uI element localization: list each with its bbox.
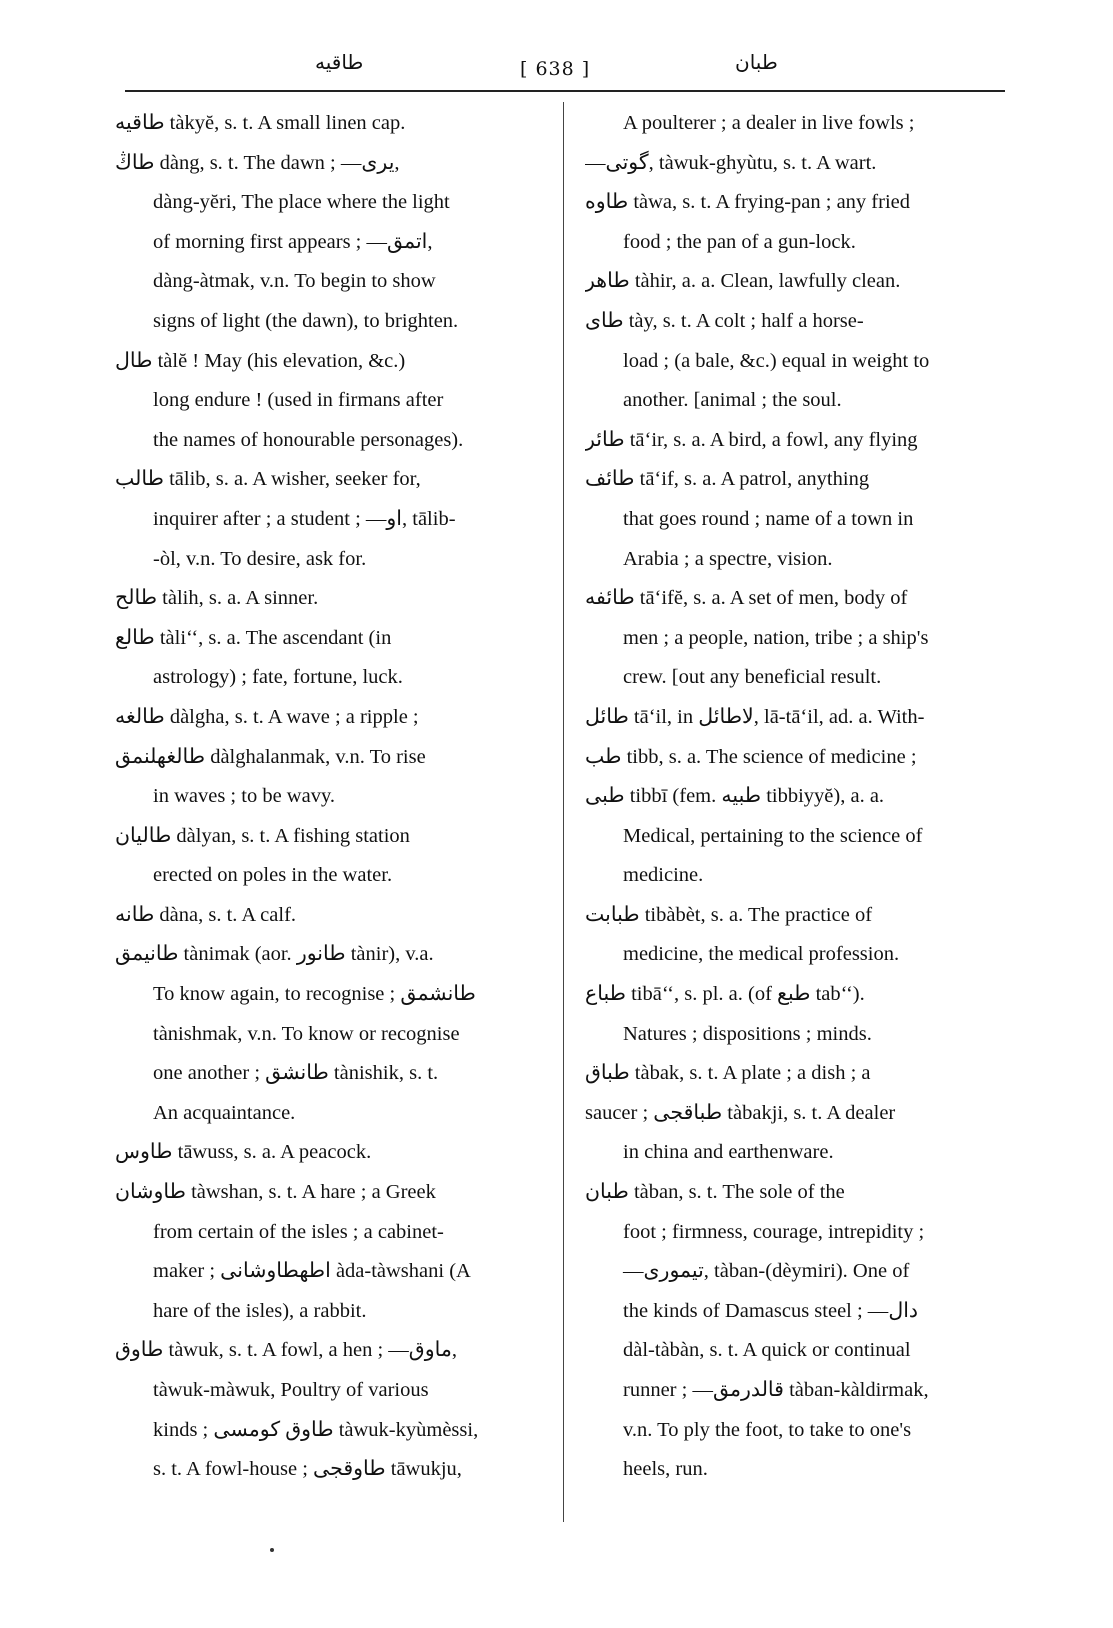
right-entry-line: Arabia ; a spectre, vision. [623, 547, 833, 570]
right-entry-line: v.n. To ply the foot, to take to one's [623, 1418, 912, 1441]
left-entry-line: hare of the isles), a rabbit. [153, 1299, 367, 1322]
print-speck [270, 1548, 274, 1552]
right-entry-line: Medical, pertaining to the science of [623, 824, 923, 847]
page-number: [ 638 ] [520, 58, 591, 80]
right-entry-line: dàl-tàbàn, s. t. A quick or continual [623, 1339, 911, 1362]
right-entry-line: طبان tàban, s. t. The sole of the [585, 1181, 845, 1204]
right-column [585, 104, 1005, 1490]
left-entry-line: erected on poles in the water. [153, 864, 393, 887]
left-entry-line: طالح tàlih, s. a. A sinner. [115, 587, 319, 610]
right-entry-line: —تیموری, tàban-(dèymiri). One of [623, 1260, 910, 1283]
right-entry-line: —گوتی, tàwuk-ghyùtu, s. t. A wart. [585, 151, 877, 174]
left-entry-line: inquirer after ; a student ; —او, tālib- [153, 507, 456, 530]
right-entry-line: طائل tā‘il, in لاطائل, lā-tā‘il, ad. a. With- [585, 705, 925, 728]
left-entry-line: An acquaintance. [153, 1101, 296, 1124]
left-entry-line: signs of light (the dawn), to brighten. [153, 309, 459, 332]
left-entry-line: طاوق tàwuk, s. t. A fowl, a hen ; —ماوق, [115, 1339, 457, 1362]
left-entry-line: -òl, v.n. To desire, ask for. [153, 547, 367, 570]
right-entry-line: طائفه tā‘ifĕ, s. a. A set of men, body of [585, 587, 908, 610]
left-entry-line: طاوشان tàwshan, s. t. A hare ; a Greek [115, 1181, 436, 1204]
right-entry-line: the kinds of Damascus steel ; —دال [623, 1299, 919, 1322]
right-entry-line: طائر tā‘ir, s. a. A bird, a fowl, any flying [585, 428, 918, 451]
column-divider [563, 102, 564, 1522]
right-entry-line: طای tày, s. t. A colt ; half a horse- [585, 309, 864, 332]
left-entry-line: dàng-yĕri, The place where the light [153, 191, 450, 214]
header-rule [125, 90, 1005, 92]
right-entry-line: saucer ; طباقجی tàbakji, s. t. A dealer [585, 1101, 896, 1124]
left-entry-line: طالغهلنمق dàlghalanmak, v.n. To rise [115, 745, 426, 768]
right-entry-line: Natures ; dispositions ; minds. [623, 1022, 872, 1045]
left-entry-line: طانيمق tànimak (aor. طانور tànir), v.a. [115, 943, 434, 966]
left-entry-line: طال tàlĕ ! May (his elevation, &c.) [115, 349, 406, 372]
left-entry-line: dàng-àtmak, v.n. To begin to show [153, 270, 436, 293]
header-right-word: طبان [735, 50, 778, 74]
right-entry-line: runner ; —قالدرمق tàban-kàldirmak, [623, 1379, 929, 1401]
left-entry-line: kinds ; طاوق كومسی tàwuk-kyùmèssi, [153, 1418, 479, 1441]
right-entry-line: طائف tā‘if, s. a. A patrol, anything [585, 468, 870, 491]
left-entry-line: long endure ! (used in firmans after [153, 389, 444, 412]
right-entry-line: heels, run. [623, 1458, 708, 1481]
right-entry-line: crew. [out any beneficial result. [623, 666, 882, 689]
left-entry-line: طاقیه tàkyĕ, s. t. A small linen cap. [115, 112, 406, 134]
right-entry-line: طب tibb, s. a. The science of medicine ; [585, 745, 917, 768]
left-entry-line: طاليان dàlyan, s. t. A fishing station [115, 824, 410, 847]
right-entry-line: another. [animal ; the soul. [623, 389, 842, 412]
header-left-word: طاقیه [315, 50, 364, 74]
left-entry-line: tànishmak, v.n. To know or recognise [153, 1022, 460, 1045]
right-entry-line: طاوه tàwa, s. t. A frying-pan ; any fried [585, 191, 911, 214]
left-entry-line: of morning first appears ; —اتمق, [153, 230, 433, 253]
right-entry-line: men ; a people, nation, tribe ; a ship's [623, 626, 929, 649]
left-entry-line: To know again, to recognise ; طانشمق [153, 983, 476, 1006]
right-entry-line: medicine. [623, 864, 704, 887]
right-entry-line: طاهر tàhir, a. a. Clean, lawfully clean. [585, 270, 901, 293]
right-entry-line: طبی tibbī (fem. طبیه tibbiyyĕ), a. a. [585, 785, 885, 808]
left-entry-line: maker ; اطهطاوشانی àda-tàwshani (A [153, 1260, 471, 1283]
right-entry-line: طباع tibā‘‘, s. pl. a. (of طبع tab‘‘). [585, 983, 865, 1006]
left-entry-line: from certain of the isles ; a cabinet- [153, 1220, 444, 1243]
right-entry-line: foot ; firmness, courage, intrepidity ; [623, 1220, 925, 1243]
right-entry-line: طباق tàbak, s. t. A plate ; a dish ; a [585, 1062, 871, 1085]
left-entry-line: طاوس tāwuss, s. a. A peacock. [115, 1141, 372, 1164]
left-entry-line: طالغه dàlgha, s. t. A wave ; a ripple ; [115, 705, 419, 728]
left-entry-line: tàwuk-màwuk, Poultry of various [153, 1379, 429, 1401]
right-entry-line: food ; the pan of a gun-lock. [623, 230, 856, 253]
right-entry-line: load ; (a bale, &c.) equal in weight to [623, 349, 930, 372]
left-entry-line: astrology) ; fate, fortune, luck. [153, 666, 403, 689]
right-entry-line: medicine, the medical profession. [623, 943, 900, 966]
left-entry-line: طانه dàna, s. t. A calf. [115, 903, 297, 926]
page-header [125, 40, 1005, 90]
right-entry-line: طبابت tibàbèt, s. a. The practice of [585, 903, 873, 926]
right-entry-line: that goes round ; name of a town in [623, 507, 914, 530]
left-column [115, 104, 545, 1490]
left-entry-line: in waves ; to be wavy. [153, 785, 335, 808]
left-entry-line: the names of honourable personages). [153, 428, 464, 451]
left-entry-line: طالب tālib, s. a. A wisher, seeker for, [115, 468, 421, 491]
left-entry-line: one another ; طانشق tànishik, s. t. [153, 1062, 439, 1085]
left-entry-line: s. t. A fowl-house ; طاوقجی tāwukju, [153, 1458, 462, 1481]
left-entry-line: طالع tàli‘‘, s. a. The ascendant (in [115, 626, 392, 649]
left-entry-line: طاڭ dàng, s. t. The dawn ; —یری, [115, 151, 400, 174]
right-entry-line: A poulterer ; a dealer in live fowls ; [623, 112, 915, 134]
right-entry-line: in china and earthenware. [623, 1141, 834, 1164]
